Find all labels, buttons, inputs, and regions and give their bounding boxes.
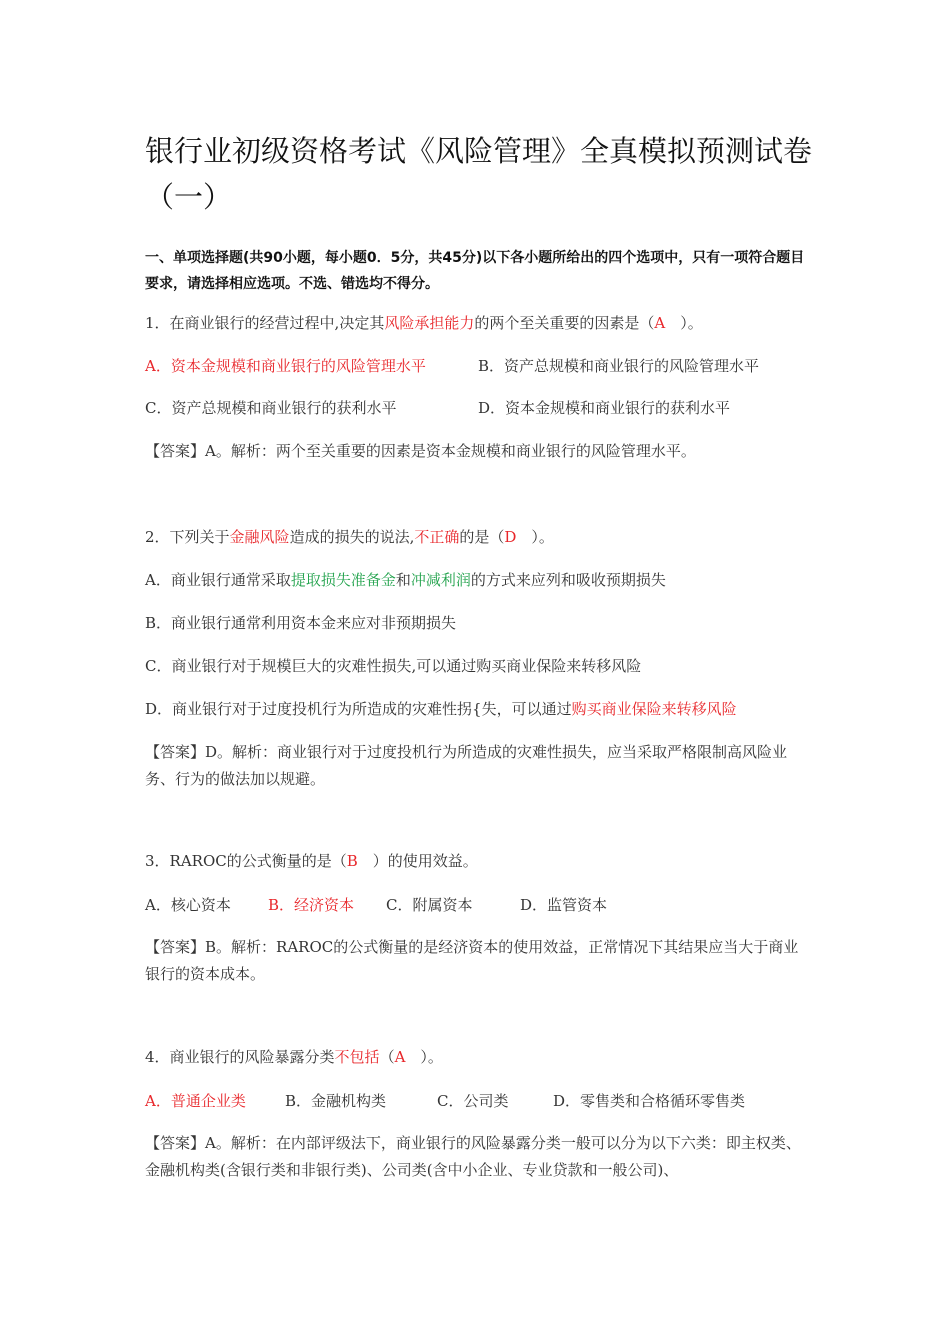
question-4-answer: 【答案】A。解析：在内部评级法下，商业银行的风险暴露分类一般可以分为以下六类：即主权类、金融机构类(含银行类和非银行类)、公司类(含中小企业、专业贷款和一般公司)、 [145,1134,801,1179]
question-4-option-a: A．普通企业类 [145,1092,246,1110]
question-4-option-d: D．零售类和合格循环零售类 [553,1092,746,1110]
question-2-answer: 【答案】D。解析：商业银行对于过度投机行为所造成的灾难性损失，应当采取严格限制高风险业务、行为的做法加以规避。 [145,743,788,788]
question-2-option-b: B．商业银行通常利用资本金来应对非预期损失 [145,614,457,632]
question-1-stem: 1．在商业银行的经营过程中,决定其风险承担能力的两个至关重要的因素是（A ）。 [145,314,703,332]
question-2-option-c: C．商业银行对于规模巨大的灾难性损失,可以通过购买商业保险来转移风险 [145,657,642,675]
question-1-answer: 【答案】A。解析：两个至关重要的因素是资本金规模和商业银行的风险管理水平。 [145,442,696,460]
question-2-option-d: D．商业银行对于过度投机行为所造成的灾难性拐{失，可以通过购买商业保险来转移风险 [145,700,737,718]
question-1-option-d: D．资本金规模和商业银行的获利水平 [478,399,731,417]
question-1-option-b: B．资产总规模和商业银行的风险管理水平 [478,357,760,375]
question-3-option-b: B．经济资本 [268,896,355,914]
question-1-option-c: C．资产总规模和商业银行的获利水平 [145,399,397,417]
document-title: 银行业初级资格考试《风险管理》全真模拟预测试卷（一） [145,134,813,214]
question-3-stem: 3．RAROC的公式衡量的是（B ）的使用效益。 [145,852,478,870]
question-3-option-d: D．监管资本 [520,896,608,914]
section-heading: 一、单项选择题(共90小题，每小题0．5分，共45分)以下各小题所给出的四个选项中，只有一项符合题目要求，请选择相应选项。不选、错选均不得分。 [145,250,805,292]
question-4-stem: 4．商业银行的风险暴露分类不包括（A ）。 [145,1048,443,1066]
question-2-stem: 2．下列关于金融风险造成的损失的说法,不正确的是（D ）。 [145,528,554,546]
question-3-option-a: A．核心资本 [145,896,231,914]
question-2-option-a: A．商业银行通常采取提取损失准备金和冲减利润的方式来应列和吸收预期损失 [145,571,666,589]
question-3-option-c: C．附属资本 [386,896,473,914]
question-4-option-b: B．金融机构类 [285,1092,387,1110]
question-1-option-a: A．资本金规模和商业银行的风险管理水平 [145,357,426,375]
question-3-answer: 【答案】B。解析：RAROC的公式衡量的是经济资本的使用效益，正常情况下其结果应当大于商业银行的资本成本。 [145,938,799,983]
question-4-option-c: C．公司类 [437,1092,509,1110]
